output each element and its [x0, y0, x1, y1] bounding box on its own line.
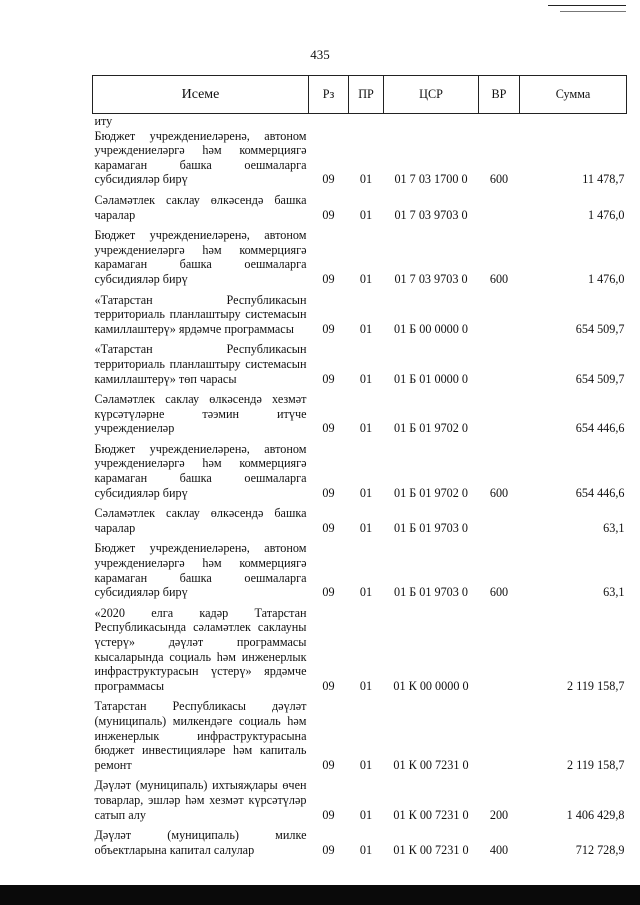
row-name: Бюджет учреждениеләренә, автоном учреждениеләргә һәм коммерциягә карамаган башка оешмаларга субсидияләр бирү — [94, 128, 307, 187]
row-rz — [309, 114, 349, 129]
row-vr: 600 — [489, 585, 509, 600]
row-name: Бюджет учреждениеләренә, автоном учреждениеләргә һәм коммерциягә карамаган башка оешмаларга субсидияләр бирү — [94, 541, 307, 600]
row-rz: 09 — [322, 807, 335, 822]
table-row — [93, 114, 627, 129]
header-vr: ВР — [479, 76, 520, 114]
row-csr: 01 7 03 1700 0 — [394, 172, 468, 187]
row-sum: 654 509,7 — [575, 321, 625, 336]
row-name: иту — [94, 114, 113, 128]
row-sum: 2 119 158,7 — [567, 757, 625, 772]
row-pr: 01 — [359, 585, 373, 600]
row-vr — [479, 342, 520, 392]
row-csr: 01 Б 00 0000 0 — [393, 321, 469, 336]
row-csr: 01 К 00 0000 0 — [393, 678, 469, 693]
row-pr: 01 — [359, 421, 373, 436]
table-row — [93, 606, 627, 700]
row-name: «2020 елга кадәр Татарстан Республикасында сәламәтлек саклауны үстерү» дәүләт программасы кысаларында социаль һәм инженерлык инфраструктурасын үстерү» ярдәмче программасы — [94, 605, 307, 693]
row-name: Сәламәтлек саклау өлкәсендә башка чаралар — [94, 192, 307, 222]
row-pr: 01 — [359, 172, 373, 187]
row-rz: 09 — [322, 321, 335, 336]
row-name: Дәүләт (муниципаль) милке объектларына капитал салулар — [94, 828, 307, 857]
row-rz: 09 — [322, 421, 335, 436]
row-name: Татарстан Республикасы дәүләт (муниципаль) милкендәге социаль һәм инженерлык инфраструктурасына бюджет инвестицияләре һәм капиталь ремонт — [94, 699, 307, 772]
row-rz: 09 — [322, 172, 335, 187]
row-vr: 600 — [489, 172, 509, 187]
row-name: Дәүләт (муниципаль) ихтыяҗлары өчен товарлар, эшләр һәм хезмәт күрсәтүләр сатып алу — [94, 778, 307, 822]
row-vr — [479, 293, 520, 343]
row-name: «Татарстан Республикасын территориаль планлаштыру системасын камиллаштерү» төп чарасы — [94, 342, 307, 386]
table-row — [93, 392, 627, 442]
row-rz: 09 — [322, 585, 335, 600]
row-rz: 09 — [322, 485, 335, 500]
table-row — [93, 506, 627, 541]
row-sum: 63,1 — [603, 520, 625, 535]
table-row — [93, 228, 627, 292]
table-row — [93, 699, 627, 778]
header-name: Исеме — [93, 76, 309, 114]
table-row — [93, 193, 627, 228]
row-sum: 1 406 429,8 — [566, 807, 625, 822]
row-name: Бюджет учреждениеләренә, автоном учреждениеләргә һәм коммерциягә карамаган башка оешмаларга субсидияләр бирү — [94, 228, 307, 286]
row-vr: 400 — [489, 842, 509, 857]
row-csr: 01 Б 01 0000 0 — [393, 371, 469, 386]
row-sum: 1 476,0 — [587, 207, 625, 222]
row-rz: 09 — [322, 271, 335, 286]
row-pr: 01 — [359, 807, 373, 822]
header-row — [93, 76, 627, 114]
row-sum: 654 446,6 — [575, 421, 625, 436]
row-pr: 01 — [359, 520, 373, 535]
row-csr — [384, 114, 479, 129]
table-row — [93, 778, 627, 828]
top-rule — [548, 5, 626, 6]
header-rz: Рз — [309, 76, 349, 114]
header-sum: Сумма — [520, 76, 627, 114]
row-sum — [520, 114, 627, 129]
row-pr: 01 — [359, 207, 373, 222]
row-sum: 11 478,7 — [582, 172, 625, 187]
row-rz: 09 — [322, 757, 335, 772]
table-row — [93, 442, 627, 506]
row-vr: 600 — [489, 485, 509, 500]
table-header — [93, 76, 627, 114]
row-sum: 654 446,6 — [575, 485, 625, 500]
row-name: «Татарстан Республикасын территориаль планлаштыру системасын камиллаштерү» ярдәмче программасы — [94, 292, 307, 336]
row-csr: 01 Б 01 9703 0 — [393, 520, 469, 535]
scan-bottom-edge — [0, 885, 640, 905]
row-pr: 01 — [359, 271, 373, 286]
row-rz: 09 — [322, 207, 335, 222]
row-vr — [479, 114, 520, 129]
row-csr: 01 К 00 7231 0 — [393, 807, 469, 822]
row-name: Бюджет учреждениеләренә, автоном учреждениеләргә һәм коммерциягә карамаган башка оешмаларга субсидияләр бирү — [94, 441, 307, 500]
row-csr: 01 7 03 9703 0 — [394, 271, 468, 286]
row-sum: 63,1 — [603, 585, 625, 600]
row-csr: 01 7 03 9703 0 — [394, 207, 468, 222]
row-rz: 09 — [322, 520, 335, 535]
table-row — [93, 129, 627, 193]
row-pr: 01 — [359, 321, 373, 336]
row-csr: 01 Б 01 9702 0 — [393, 421, 469, 436]
row-name: Сәламәтлек саклау өлкәсендә башка чаралар — [94, 506, 307, 535]
row-vr — [479, 606, 520, 700]
row-vr — [479, 506, 520, 541]
row-pr: 01 — [359, 678, 373, 693]
budget-table — [92, 75, 627, 863]
header-pr: ПР — [349, 76, 384, 114]
row-pr — [349, 114, 384, 129]
row-csr: 01 К 00 7231 0 — [393, 757, 469, 772]
row-rz: 09 — [322, 678, 335, 693]
row-name: Сәламәтлек саклау өлкәсендә хезмәт күрсәтүләрне тәэмин итүче учреждениеләр — [94, 392, 307, 436]
row-pr: 01 — [359, 371, 373, 386]
row-sum: 654 509,7 — [575, 371, 625, 386]
row-vr — [479, 699, 520, 778]
row-csr: 01 Б 01 9703 0 — [393, 585, 469, 600]
row-vr — [479, 392, 520, 442]
table-row — [93, 342, 627, 392]
row-pr: 01 — [359, 842, 373, 857]
row-vr: 200 — [489, 807, 509, 822]
row-rz: 09 — [322, 842, 335, 857]
top-rule-short — [560, 11, 626, 12]
row-sum: 712 728,9 — [575, 842, 625, 857]
row-pr: 01 — [359, 757, 373, 772]
row-vr: 600 — [489, 271, 509, 286]
header-csr: ЦСР — [384, 76, 479, 114]
row-sum: 2 119 158,7 — [567, 678, 625, 693]
table-body — [93, 114, 627, 864]
table-row — [93, 828, 627, 863]
row-csr: 01 Б 01 9702 0 — [393, 485, 469, 500]
row-pr: 01 — [359, 485, 373, 500]
row-vr — [479, 193, 520, 228]
row-rz: 09 — [322, 371, 335, 386]
row-sum: 1 476,0 — [587, 271, 625, 286]
page-number: 435 — [310, 47, 330, 62]
table-row — [93, 293, 627, 343]
table-row — [93, 541, 627, 605]
row-csr: 01 К 00 7231 0 — [393, 842, 469, 857]
